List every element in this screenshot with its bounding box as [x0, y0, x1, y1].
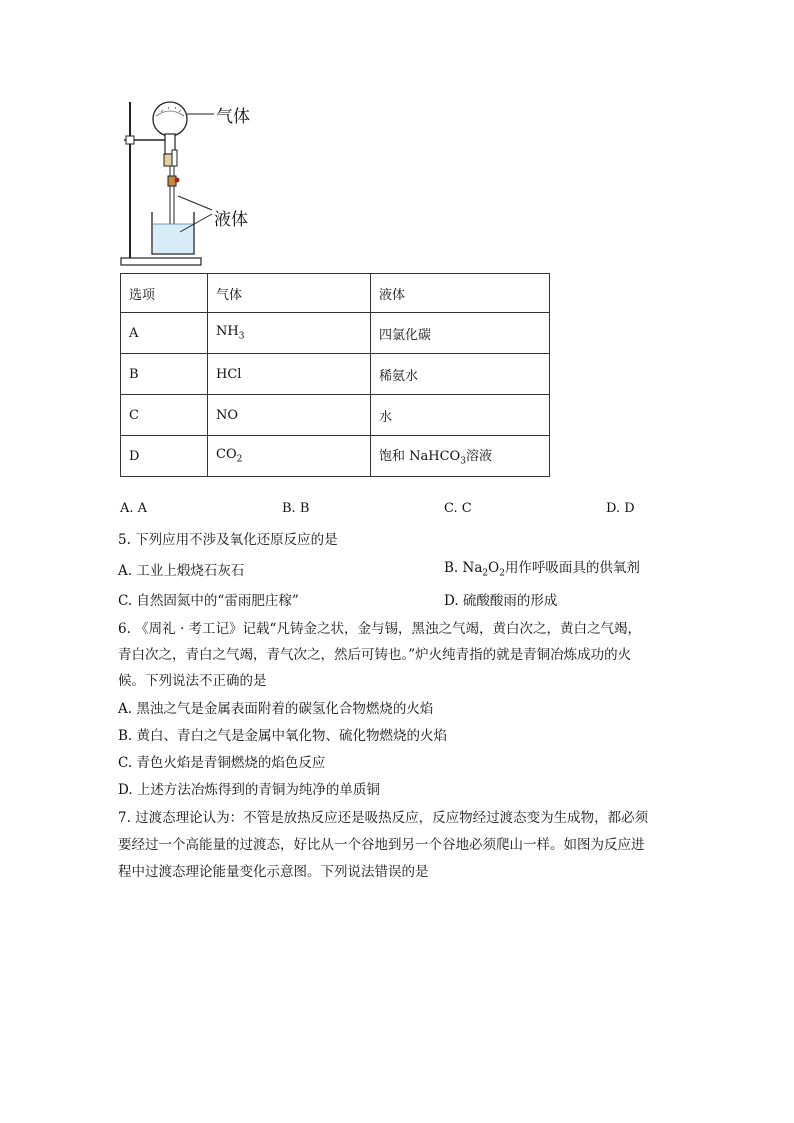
table-row — [121, 436, 550, 477]
table-row — [121, 354, 550, 395]
cell-gas: $CO_2$ — [208, 436, 371, 477]
q7-stem-line-1: 7. 过渡态理论认为：不管是放热反应还是吸热反应，反应物经过渡态变为生成物，都必须 — [118, 810, 649, 826]
q5-option-d[interactable]: D. 硫酸酸雨的形成 — [444, 593, 558, 609]
label-liquid: 液体 — [214, 210, 248, 230]
table-header-row — [121, 274, 550, 313]
cell-option: C — [121, 395, 208, 436]
cell-option: A — [121, 313, 208, 354]
table-row — [121, 313, 550, 354]
cell-option: D — [121, 436, 208, 477]
q6-option-d[interactable]: D. 上述方法冶炼得到的青铜为纯净的单质铜 — [118, 782, 380, 798]
header-option: 选项 — [121, 274, 208, 313]
cell-liquid: 饱和 NaHCO$_3$溶液 — [371, 436, 550, 477]
options-table — [120, 273, 550, 477]
q6-stem-line-3: 候。下列说法不正确的是 — [118, 673, 267, 689]
label-gas: 气体 — [216, 107, 250, 127]
q6-stem-line-1: 6. 《周礼 · 考工记》记载“凡铸金之状，金与锡，黑浊之气竭，黄白次之，黄白之气竭， — [118, 621, 641, 637]
q7-stem-line-2: 要经过一个高能量的过渡态，好比从一个谷地到另一个谷地必须爬山一样。如图为反应进 — [118, 837, 645, 853]
q6-option-b[interactable]: B. 黄白、青白之气是金属中氧化物、硫化物燃烧的火焰 — [118, 728, 448, 744]
q6-option-c[interactable]: C. 青色火焰是青铜燃烧的焰色反应 — [118, 755, 326, 771]
cell-liquid: 稀氨水 — [371, 354, 550, 395]
q4-choice-a[interactable]: A. A — [120, 501, 148, 516]
cell-option: B — [121, 354, 208, 395]
q7-stem-line-3: 程中过渡态理论能量变化示意图。下列说法错误的是 — [118, 864, 429, 880]
q5-option-c[interactable]: C. 自然固氮中的“雷雨肥庄稼” — [118, 593, 299, 609]
q4-choice-b[interactable]: B. B — [282, 501, 310, 516]
cell-liquid: 水 — [371, 395, 550, 436]
cell-liquid: 四氯化碳 — [371, 313, 550, 354]
q5-option-a[interactable]: A. 工业上煅烧石灰石 — [118, 563, 245, 579]
q5-stem: 5. 下列应用不涉及氧化还原反应的是 — [118, 532, 338, 548]
cell-gas: HCl — [208, 354, 371, 395]
cell-gas: NO — [208, 395, 371, 436]
q4-choice-d[interactable]: D. D — [606, 501, 635, 516]
cell-gas: $NH_3$ — [208, 313, 371, 354]
q6-option-a[interactable]: A. 黑浊之气是金属表面附着的碳氢化合物燃烧的火焰 — [118, 701, 434, 717]
q6-stem-line-2: 青白次之，青白之气竭，青气次之，然后可铸也。”炉火纯青指的就是青铜冶炼成功的火 — [118, 647, 632, 663]
header-gas: 气体 — [208, 274, 371, 313]
q4-choice-c[interactable]: C. C — [444, 501, 472, 516]
q5-option-b[interactable]: B. $Na_2O_2$用作呼吸面具的供氧剂 — [444, 560, 640, 579]
table-row — [121, 395, 550, 436]
header-liquid: 液体 — [371, 274, 550, 313]
